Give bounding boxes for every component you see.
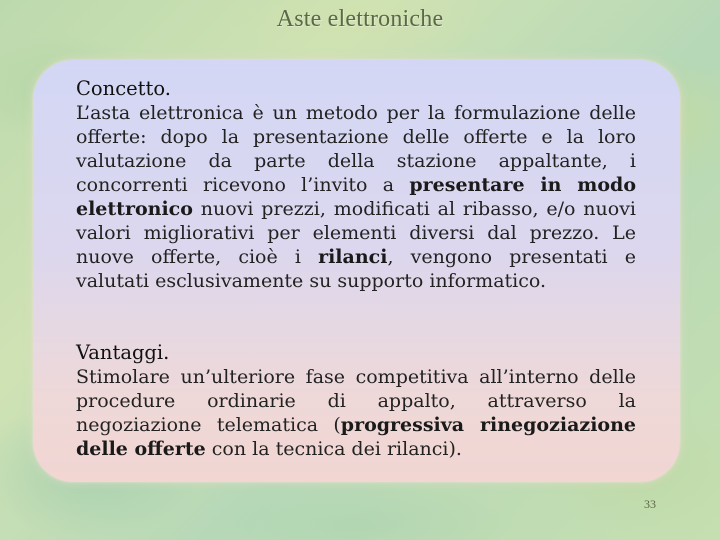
advantages-text-1: Stimolare un’ulteriore fase competitiva all’interno delle procedure ordinarie di appalto, attraverso la negoziazione telematica ( <box>76 366 636 436</box>
concept-paragraph <box>76 101 636 293</box>
advantages-text-2: con la tecnica dei rilanci). <box>205 438 462 460</box>
concept-text-3: , vengono presentati e valutati esclusivamente su supporto informatico. <box>76 246 636 292</box>
page-number: 33 <box>644 497 656 511</box>
concept-bold-2: rilanci <box>318 246 388 268</box>
concept-section <box>76 77 636 293</box>
advantages-heading: Vantaggi. <box>76 341 170 364</box>
advantages-paragraph <box>76 365 636 461</box>
concept-text-1: L’asta elettronica è un metodo per la formulazione delle offerte: dopo la presentazione delle offerte e la loro valutazione da parte della stazione appaltante, i concorrenti ricevono l’invito a <box>76 102 636 196</box>
advantages-section <box>76 341 636 461</box>
concept-text-2: nuovi prezzi, modificati al ribasso, e/o nuovi valori migliorativi per elementi diversi dal prezzo. Le nuove offerte, cioè i <box>76 198 636 268</box>
concept-heading: Concetto. <box>76 77 171 100</box>
content-box <box>33 60 680 482</box>
advantages-bold-1: progressiva rinegoziazione delle offerte <box>76 414 636 460</box>
concept-bold-1: presentare in modo elettronico <box>76 174 636 220</box>
slide-title: Aste elettroniche <box>276 6 444 32</box>
